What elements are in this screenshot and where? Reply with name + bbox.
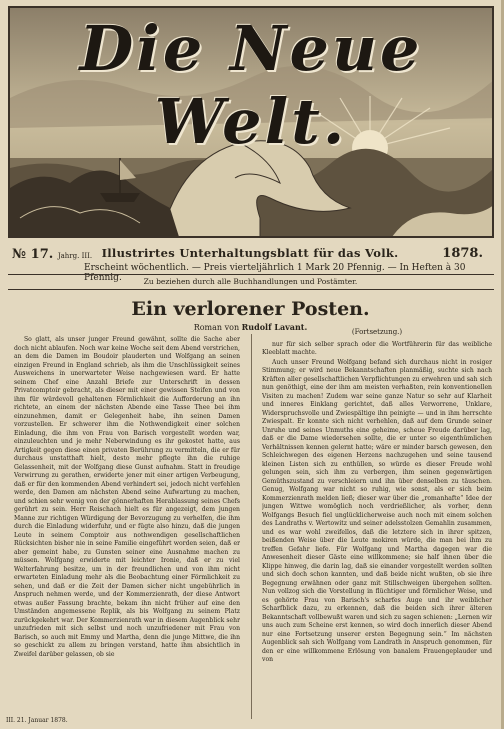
column-right-text <box>262 341 492 665</box>
issue-number <box>12 247 92 262</box>
masthead-subtitle: Illustrirtes Unterhaltungsblatt für das Volk. <box>101 246 399 260</box>
column-right <box>262 328 492 713</box>
issue-number-value: № 17. <box>12 247 54 262</box>
column-left <box>14 336 240 711</box>
story-title: Ein verlorener Posten. <box>131 298 370 320</box>
story-paragraph: nur für sich selber sprach oder die Wortführerin für das weibliche Kleeblatt machte. <box>262 340 492 356</box>
rule-top <box>8 274 494 275</box>
publication-info: Erscheint wöchentlich. — Preis vierteljährlich 1 Mark 20 Pfennig. — In Heften à 30 Pfennig. <box>84 263 466 283</box>
story-paragraph: Auch unser Freund Wolfgang befand sich durchaus nicht in rosiger Stimmung; er wird neue Bekanntschaften planmäßig, suchte sich nach Kräften aller gesellschaftlichen Verpflichtungen zu erwehren und sah sich nun genöthigt, eine der ihm am meisten verhaßten, rein konventionellen Visiten zu machen! Zudem war seine ganze Natur so sehr auf Klarheit und inneres Einklang gerichtet, daß alles Verworrene, Unklare, Widerspruchsvolle und Zwiespältige ihn peinigte — und in ihm herrschte Zwiespalt. Er konnte sich nicht verhehlen, daß auf dem Grunde seiner Unruhe und seines Unmuths eine geheime, scheue Freude darüber lag, daß er die Dame wiedersehen sollte, die er unter so eigenthümlichen Verhältnissen kennen gelernt hatte; wäre er minder barsch gewesen, den Schleichwegen des eigenen Herzens nachzugehen und seine tausend kleinen Listen sich zu enthüllen, so würde es dieser Freude wohl gelungen sein, sich ihm zu verbergen, ihm seinen gegenwärtigen Gemüthszustand zu verschleiern und ihn über denselben zu täuschen. Genug, Wolfgang war nicht so ruhig, wie sonst, als er sich beim Kommerzienrath melden ließ; dieser war über die „romanhafte“ Idee der jungen Wittwe womöglich noch verdrießlicher, als vorher, denn Wolfgangs Besuch fiel unglücklicherweise auch noch mit einem solchen des Landraths v. Wertowitz und seiner adelsstolzen Gemahlin zusammen, und es war wohl zweifellos, daß die letztere sich in ihrer spitzen, beißenden Weise über die Leute mokiren würde, die man bei ihm zu treffen Gefahr liefe. Für Wolfgang und Martha dagegen war die Anwesenheit dieser Gäste eine willkommene; sie half ihnen über die Klippe hinweg, die darin lag, daß sie einander vorgestellt werden sollten und sich doch schon kannten, und daß beide nicht wußten, ob sie ihre Begegnung erwähnen oder ganz mit Stillschweigen übergehen sollten. Nun vollzog sich die Vorstellung in flüchtiger und förmlicher Weise, und es gehörte Frau von Barisch's scharfes Auge und ihr weiblicher Scharfblick dazu, zu erkennen, daß die beiden sich ihrer älteren Bekanntschaft vollbewußt waren und sich zu sagen schienen: „Lernen wir uns auch zum Scheine erst kennen, so wird doch innerlich dieser Abend nur eine Fortsetzung unserer ersten Begegnung sein.“ Im nächsten Augenblick sah sich Wolfgang vom Landrath in Anspruch genommen, für den er eine willkommene Erlösung von banalem Frauengeplauder und von <box>262 358 492 663</box>
masthead-title: Die Neue Welt. <box>79 12 423 158</box>
page-footer: III. 21. Januar 1878. <box>6 717 68 724</box>
issue-volume: Jahrg. III. <box>57 252 93 260</box>
rule-bottom <box>8 289 494 290</box>
order-info: Zu beziehen durch alle Buchhandlungen und Postämter. <box>143 277 358 286</box>
issue-year: 1878. <box>442 246 483 261</box>
masthead-illustration <box>8 6 494 238</box>
byline-author: Rudolf Lavant. <box>241 322 308 332</box>
column-left-text <box>14 336 240 659</box>
column-divider <box>251 334 252 719</box>
story-paragraph: So glatt, als unser junger Freund gewähnt, sollte die Sache aber doch nicht ablaufen. Noch war keine Woche seit dem Abend verstrichen, an dem die Damen im Boudoir plauderten und Wolfgang an seinen einzigen Freund in England schrieb, als ihm die Unschlüssigkeit seines Ausweichens in unerwarteter Weise nachgewiesen ward. Er hatte seinem Chef eine Anzahl Briefe zur Unterschrift in dessen Privatcomptoir gebracht, als dieser mit einer gewissen Steifen und von ihm für würdevoll gehaltenen Förmlichkeit die Aufforderung an ihn richtete, an einem der nächsten Abende eine Tasse Thee bei ihm einzunehmen, damit er Gelegenheit habe, ihn seinen Damen vorzustellen. Er schwerer ihm die Nothwendigkeit einer solchen Einladung, die ihm von Frau von Barisch vorgestellt worden war, einzuleuchten und je mehr Neberwindung es ihr gekostet hatte, aus Artigkeit gegen diese einen privaten Berührung zu vermitteln, die er für durchaus unstatthaft hielt, desto mehr pflegte ihn die ruhige Gelassenheit, mit der Wolfgang diese Gunst aufnahm. Statt in freudige Verwirrung zu gerathen, erwiderte jener mit einer artigen Verbeugung, daß er für den kommenden Abend verhindert sei, jedoch nicht verfehlen werde, den Damen am nächsten Abend seine Aufwartung zu machen, und schien sehr wenig von der gönnerhaften Herablassung seines Chefs gerührt zu sein. Herr Reischach hielt es für angezeigt, dem jungen Manne zur richtigen Würdigung der Bevorzugung zu verhelfen, die ihm durch die Einladung widerfuhr, und er fügte also hinzu, daß die jungen Leute in seinem Comptoir aus nothwendigen gesellschaftlichen Rücksichten bisher nie in seine Familie eingeführt worden seien, daß er aber gemeint habe, zu Gunsten seiner eine Ausnahme machen zu müssen. Wolfgang erwiderte mit leichter Ironie, daß er zu viel Welterfahrung besitze, um in der freundlichen und von ihm nicht erwarteten Einladung mehr als die Beobachtung einer Förmlichkeit zu sehen, und daß er die Zeit der Damen sicher nicht ungebührlich in Anspruch nehmen werde, und der Kommerzienrath, der diese Antwort etwas außer Fassung brachte, bekam ihn nicht früher auf eine den Umständen angemessene Replik, als bis Wolfgang zu seinem Platz zurückgekehrt war. Der Kommerzienrath war in diesem Augenblick sehr unzufrieden mit sich selbst und noch unzufriedener mit Frau von Barisch, so auch mit Emmy und Martha, denn die junge Mittwe, die ihn so geschickt zu allem zu bringen verstand, hatte ihm absichtlich in Zweifel darüber gelassen, ob sie <box>14 336 240 658</box>
byline-prefix: Roman von <box>193 323 240 332</box>
continuation-note: (Fortsetzung.) <box>351 328 403 336</box>
